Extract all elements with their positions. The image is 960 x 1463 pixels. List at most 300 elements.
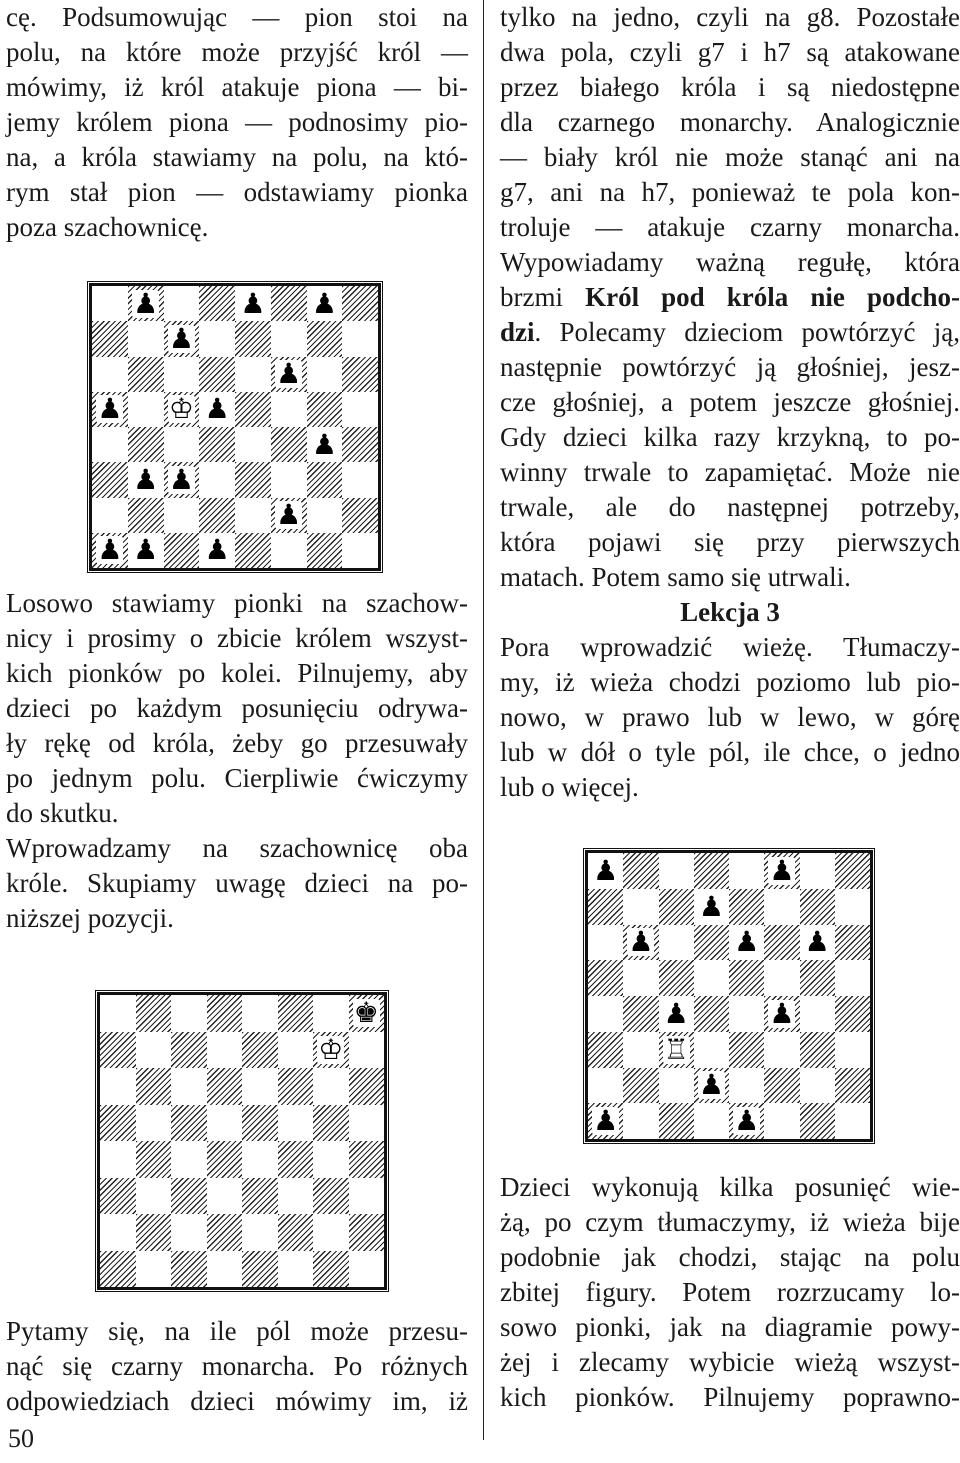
square-b6: [623, 925, 658, 961]
chess-diagram-1: [89, 283, 381, 571]
square-h8: [349, 995, 385, 1032]
text-line: [500, 70, 960, 105]
square-g7: [313, 1032, 349, 1069]
square-a8: [100, 995, 136, 1032]
black-pawn-icon: ♟: [628, 925, 654, 959]
square-e3: [729, 1032, 764, 1068]
chess-diagram-3: [585, 850, 873, 1142]
text-line: [500, 560, 960, 595]
square-c8: [164, 286, 200, 321]
text-line: [6, 35, 468, 70]
text-run: nąć się czarny monarcha. Po różnych: [6, 1351, 468, 1381]
text-run: tylko na jedno, czyli na g8. Pozostałe: [500, 2, 960, 32]
square-g7: [800, 889, 835, 925]
black-pawn-icon: ♟: [663, 996, 689, 1030]
square-c5: [164, 392, 200, 427]
page-number: 50: [8, 1424, 34, 1453]
text-line: [6, 210, 468, 245]
text-run: do skutku.: [6, 798, 119, 828]
square-f2: [764, 1068, 799, 1104]
square-c2: [171, 1214, 207, 1251]
square-e5: [729, 960, 764, 996]
text-line: [6, 621, 468, 656]
square-e2: [235, 498, 271, 533]
square-c1: [171, 1251, 207, 1288]
square-f8: [764, 853, 799, 889]
square-g2: [313, 1214, 349, 1251]
text-run: odpowiedziach dzieci mówimy im, iż: [6, 1386, 468, 1416]
text-run: dwa pola, czyli g7 i h7 są atakowane: [500, 37, 960, 67]
left-column-bottom-text: [6, 1314, 468, 1419]
square-d4: [694, 996, 729, 1032]
square-f6: [271, 357, 307, 392]
square-d6: [207, 1068, 243, 1105]
square-h5: [835, 960, 870, 996]
square-g2: [307, 498, 343, 533]
square-a2: [92, 498, 128, 533]
square-f1: [271, 533, 307, 568]
square-g7: [307, 321, 343, 356]
square-c7: [164, 321, 200, 356]
text-line: [6, 796, 468, 831]
square-f5: [278, 1105, 314, 1142]
black-pawn-icon: ♟: [734, 1104, 760, 1138]
text-run: Pora wprowadzić wieżę. Tłumaczy-: [500, 632, 960, 662]
square-h8: [835, 853, 870, 889]
square-g3: [307, 462, 343, 497]
bold-text: dzi: [500, 317, 535, 347]
square-h7: [349, 1032, 385, 1069]
square-f3: [764, 1032, 799, 1068]
text-line: [6, 691, 468, 726]
square-d1: [207, 1251, 243, 1288]
square-f4: [278, 1141, 314, 1178]
square-e6: [729, 925, 764, 961]
square-g5: [313, 1105, 349, 1142]
black-pawn-icon: ♟: [204, 392, 230, 426]
square-g4: [313, 1141, 349, 1178]
black-pawn-icon: ♟: [133, 533, 159, 567]
black-pawn-icon: ♟: [734, 925, 760, 959]
square-h5: [349, 1105, 385, 1142]
text-run: lub w dół o tyle pól, ile chce, o jedno: [500, 737, 960, 767]
square-b1: [623, 1103, 658, 1139]
square-b7: [623, 889, 658, 925]
square-h2: [349, 1214, 385, 1251]
square-e3: [242, 1178, 278, 1215]
text-line: [500, 245, 960, 280]
text-line: [6, 901, 468, 936]
text-line: [500, 210, 960, 245]
square-b3: [136, 1178, 172, 1215]
square-f5: [764, 960, 799, 996]
square-c4: [164, 427, 200, 462]
text-run: jemy królem piona — podnosimy pio-: [6, 107, 468, 137]
square-b6: [128, 357, 164, 392]
square-d4: [199, 427, 235, 462]
white-rook-icon: ♖: [663, 1032, 689, 1066]
square-a2: [588, 1068, 623, 1104]
square-d1: [694, 1103, 729, 1139]
bold-text: Król pod króla nie podcho-: [585, 282, 960, 312]
text-line: [6, 656, 468, 691]
square-f1: [278, 1251, 314, 1288]
square-b3: [623, 1032, 658, 1068]
white-king-icon: ♔: [168, 392, 194, 426]
square-a4: [588, 996, 623, 1032]
square-g3: [800, 1032, 835, 1068]
square-c3: [171, 1178, 207, 1215]
square-b5: [623, 960, 658, 996]
square-a3: [588, 1032, 623, 1068]
square-d3: [694, 1032, 729, 1068]
square-h6: [342, 357, 378, 392]
text-run: ły rękę od króla, żeby go przesuwały: [6, 728, 468, 758]
black-pawn-icon: ♟: [204, 533, 230, 567]
square-c8: [171, 995, 207, 1032]
text-run: nowo, w prawo lub w lewo, w górę: [500, 702, 960, 732]
text-run: po jednym polu. Cierpliwie ćwiczymy: [6, 763, 468, 793]
text-run: króle. Skupiamy uwagę dzieci na po-: [6, 868, 468, 898]
black-pawn-icon: ♟: [804, 925, 830, 959]
square-a4: [92, 427, 128, 462]
text-line: [500, 420, 960, 455]
square-e2: [729, 1068, 764, 1104]
square-c1: [659, 1103, 694, 1139]
text-line: [500, 1380, 960, 1415]
square-f3: [271, 462, 307, 497]
text-run: Dzieci wykonują kilka posunięć wie-: [500, 1172, 960, 1202]
square-d6: [199, 357, 235, 392]
square-g6: [307, 357, 343, 392]
text-run: sowo pionki, jak na diagramie powy-: [500, 1312, 960, 1342]
square-e6: [235, 357, 271, 392]
square-e1: [242, 1251, 278, 1288]
text-run: dzieci po każdym posunięciu odrywa-: [6, 693, 468, 723]
text-run: cze głośniej, a potem jeszcze głośniej.: [500, 387, 960, 417]
square-f7: [271, 321, 307, 356]
square-d2: [207, 1214, 243, 1251]
square-b2: [136, 1214, 172, 1251]
text-run: rym stał pion — odstawiamy pionka: [6, 177, 468, 207]
text-run: . Polecamy dzieciom powtórzyć ją,: [534, 317, 960, 347]
square-f6: [278, 1068, 314, 1105]
text-line: [500, 350, 960, 385]
text-line: [500, 700, 960, 735]
black-pawn-icon: ♟: [276, 357, 302, 391]
square-f4: [764, 996, 799, 1032]
square-g5: [307, 392, 343, 427]
square-f2: [271, 498, 307, 533]
square-g4: [800, 996, 835, 1032]
square-a1: [100, 1251, 136, 1288]
square-f4: [271, 427, 307, 462]
square-h2: [342, 498, 378, 533]
black-king-icon: ♚: [353, 996, 379, 1030]
text-line: [6, 1349, 468, 1384]
text-line: [6, 0, 468, 35]
black-pawn-icon: ♟: [698, 1068, 724, 1102]
text-run: następnie powtórzyć ją głośniej, jesz-: [500, 352, 960, 382]
black-pawn-icon: ♟: [97, 392, 123, 426]
square-d5: [207, 1105, 243, 1142]
text-run: Gdy dzieci kilka razy krzykną, to po-: [500, 422, 960, 452]
square-a6: [588, 925, 623, 961]
square-d8: [694, 853, 729, 889]
square-b1: [128, 533, 164, 568]
square-b7: [128, 321, 164, 356]
square-h3: [349, 1178, 385, 1215]
text-run: matach. Potem samo się utrwali.: [500, 562, 851, 592]
square-b5: [136, 1105, 172, 1142]
square-b5: [128, 392, 164, 427]
square-e7: [242, 1032, 278, 1069]
text-run: podobnie jak chodzi, stając na polu: [500, 1242, 960, 1272]
text-line: [500, 35, 960, 70]
square-a7: [588, 889, 623, 925]
text-run: mówimy, iż król atakuje piona — bi-: [6, 72, 468, 102]
text-run: zbitej figury. Potem rozrzucamy lo-: [500, 1277, 960, 1307]
square-a2: [100, 1214, 136, 1251]
text-run: my, iż wieża chodzi poziomo lub pio-: [500, 667, 960, 697]
square-f7: [278, 1032, 314, 1069]
text-run: na, a króla stawiamy na polu, na któ-: [6, 142, 468, 172]
square-g8: [313, 995, 349, 1032]
text-line: [500, 525, 960, 560]
square-g2: [800, 1068, 835, 1104]
square-h4: [835, 996, 870, 1032]
square-c4: [659, 996, 694, 1032]
square-g6: [313, 1068, 349, 1105]
text-line: [6, 831, 468, 866]
text-line: [500, 770, 960, 805]
white-king-icon: ♔: [318, 1032, 344, 1066]
square-b4: [128, 427, 164, 462]
text-run: Wprowadzamy na szachownicę oba: [6, 833, 468, 863]
square-b2: [623, 1068, 658, 1104]
text-run: winny trwale to zapamiętać. Może nie: [500, 457, 960, 487]
text-line: [6, 586, 468, 621]
text-run: g7, ani na h7, ponieważ te pola kon-: [500, 177, 960, 207]
square-d5: [199, 392, 235, 427]
text-run: przez białego króla i są niedostępne: [500, 72, 960, 102]
square-g3: [313, 1178, 349, 1215]
square-e7: [729, 889, 764, 925]
square-d2: [199, 498, 235, 533]
black-pawn-icon: ♟: [133, 462, 159, 496]
square-e6: [242, 1068, 278, 1105]
square-c6: [659, 925, 694, 961]
text-run: cę. Podsumowując — pion stoi na: [6, 2, 468, 32]
square-e8: [729, 853, 764, 889]
text-line: [6, 140, 468, 175]
square-d5: [694, 960, 729, 996]
square-h4: [342, 427, 378, 462]
black-pawn-icon: ♟: [311, 286, 337, 320]
square-b4: [623, 996, 658, 1032]
square-a1: [588, 1103, 623, 1139]
square-a7: [92, 321, 128, 356]
black-pawn-icon: ♟: [311, 427, 337, 461]
square-f2: [278, 1214, 314, 1251]
square-a5: [588, 960, 623, 996]
black-pawn-icon: ♟: [240, 286, 266, 320]
square-f6: [764, 925, 799, 961]
square-a1: [92, 533, 128, 568]
black-pawn-icon: ♟: [593, 1104, 619, 1138]
square-f3: [278, 1178, 314, 1215]
text-run: kich pionków po kolei. Pilnujemy, aby: [6, 658, 468, 688]
text-line: [500, 140, 960, 175]
square-a3: [100, 1178, 136, 1215]
square-g8: [307, 286, 343, 321]
square-e5: [242, 1105, 278, 1142]
text-line: [6, 1314, 468, 1349]
text-run: Losowo stawiamy pionki na szachow-: [6, 588, 468, 618]
square-e4: [729, 996, 764, 1032]
square-f8: [271, 286, 307, 321]
square-b7: [136, 1032, 172, 1069]
square-b8: [128, 286, 164, 321]
square-c8: [659, 853, 694, 889]
text-run: brzmi: [500, 282, 586, 312]
chess-diagram-2: [97, 992, 387, 1290]
black-pawn-icon: ♟: [168, 462, 194, 496]
square-c4: [171, 1141, 207, 1178]
square-c6: [164, 357, 200, 392]
square-h1: [835, 1103, 870, 1139]
square-h6: [349, 1068, 385, 1105]
square-h3: [342, 462, 378, 497]
black-pawn-icon: ♟: [769, 853, 795, 887]
square-b1: [136, 1251, 172, 1288]
square-e5: [235, 392, 271, 427]
text-line: [500, 630, 960, 665]
square-e8: [235, 286, 271, 321]
text-line: [500, 490, 960, 525]
square-f5: [271, 392, 307, 427]
text-run: — biały król nie może stanąć ani na: [500, 142, 960, 172]
text-line: [500, 1275, 960, 1310]
square-b3: [128, 462, 164, 497]
square-a8: [588, 853, 623, 889]
square-h7: [835, 889, 870, 925]
square-a8: [92, 286, 128, 321]
square-h8: [342, 286, 378, 321]
square-f1: [764, 1103, 799, 1139]
text-line: [500, 385, 960, 420]
left-column-top-text: [6, 0, 468, 245]
text-run: która pojawi się przy pierwszych: [500, 527, 960, 557]
square-a4: [100, 1141, 136, 1178]
square-d3: [199, 462, 235, 497]
square-h7: [342, 321, 378, 356]
square-h6: [835, 925, 870, 961]
left-column-middle-text: [6, 586, 468, 936]
square-g8: [800, 853, 835, 889]
text-run: trwale, ale do następnej potrzeby,: [500, 492, 960, 522]
text-line: [500, 1310, 960, 1345]
black-pawn-icon: ♟: [593, 853, 619, 887]
square-h1: [342, 533, 378, 568]
square-a6: [92, 357, 128, 392]
square-e4: [235, 427, 271, 462]
square-a3: [92, 462, 128, 497]
text-run: dla czarnego monarchy. Analogicznie: [500, 107, 960, 137]
text-line: [500, 0, 960, 35]
square-b6: [136, 1068, 172, 1105]
square-g1: [313, 1251, 349, 1288]
square-h2: [835, 1068, 870, 1104]
text-line: [500, 1240, 960, 1275]
square-g1: [800, 1103, 835, 1139]
square-h3: [835, 1032, 870, 1068]
black-pawn-icon: ♟: [97, 533, 123, 567]
square-c6: [171, 1068, 207, 1105]
square-h4: [349, 1141, 385, 1178]
square-d7: [199, 321, 235, 356]
black-pawn-icon: ♟: [276, 498, 302, 532]
text-line: [500, 1345, 960, 1380]
bold-text: Lekcja 3: [680, 597, 780, 627]
square-e3: [235, 462, 271, 497]
black-pawn-icon: ♟: [168, 321, 194, 355]
text-run: polu, na które może przyjść król —: [6, 37, 468, 67]
square-c3: [659, 1032, 694, 1068]
text-run: żą, po czym tłumaczymy, iż wieża bije: [500, 1207, 960, 1237]
square-d7: [207, 1032, 243, 1069]
square-d3: [207, 1178, 243, 1215]
right-column-bottom-text: [500, 1170, 960, 1415]
text-line: [6, 105, 468, 140]
black-pawn-icon: ♟: [769, 996, 795, 1030]
text-line: [6, 175, 468, 210]
text-run: Pytamy się, na ile pól może przesu-: [6, 1316, 468, 1346]
square-e1: [729, 1103, 764, 1139]
text-line: [500, 105, 960, 140]
square-b2: [128, 498, 164, 533]
square-e4: [242, 1141, 278, 1178]
square-c7: [659, 889, 694, 925]
square-c5: [659, 960, 694, 996]
square-b8: [623, 853, 658, 889]
text-line: [500, 665, 960, 700]
text-line: [6, 1384, 468, 1419]
text-run: kich pionków. Pilnujemy poprawno-: [500, 1382, 960, 1412]
text-run: niższej pozycji.: [6, 903, 174, 933]
square-c7: [171, 1032, 207, 1069]
right-column-top-text: [500, 0, 960, 805]
text-line: [6, 761, 468, 796]
column-divider: [483, 0, 484, 1440]
square-b8: [136, 995, 172, 1032]
square-d7: [694, 889, 729, 925]
square-e1: [235, 533, 271, 568]
square-e2: [242, 1214, 278, 1251]
text-line: [6, 866, 468, 901]
square-a6: [100, 1068, 136, 1105]
text-line: [6, 726, 468, 761]
text-line: [500, 735, 960, 770]
square-c2: [659, 1068, 694, 1104]
square-c5: [171, 1105, 207, 1142]
square-b4: [136, 1141, 172, 1178]
square-a5: [92, 392, 128, 427]
text-line: [500, 455, 960, 490]
square-e8: [242, 995, 278, 1032]
square-g5: [800, 960, 835, 996]
text-line: [500, 1205, 960, 1240]
